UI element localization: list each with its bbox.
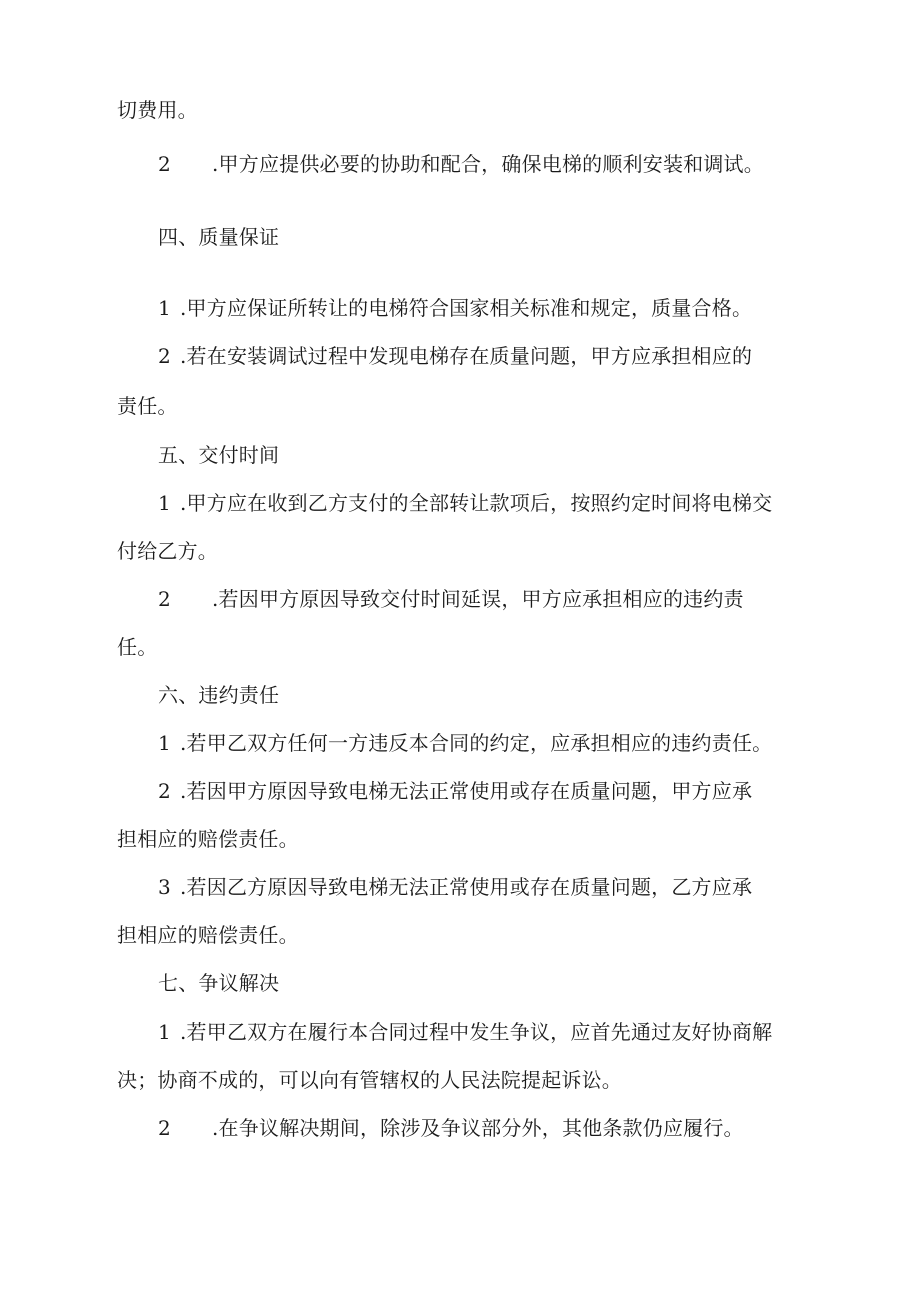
paragraph-line: 任。 (117, 635, 158, 659)
paragraph-line: 担相应的赔偿责任。 (117, 923, 299, 947)
item-number: 2 (158, 587, 171, 611)
item-number: 1 (158, 731, 171, 755)
list-item: 1 .若甲乙双方在履行本合同过程中发生争议，应首先通过友好协商解 (158, 1020, 773, 1044)
list-item: 2 .若在安装调试过程中发现电梯存在质量问题，甲方应承担相应的 (158, 344, 753, 368)
item-number: 3 (158, 875, 171, 899)
list-item: 2 .甲方应提供必要的协助和配合，确保电梯的顺利安装和调试。 (158, 152, 764, 176)
list-item: 2 .若因甲方原因导致电梯无法正常使用或存在质量问题，甲方应承 (158, 779, 753, 803)
list-item: 3 .若因乙方原因导致电梯无法正常使用或存在质量问题，乙方应承 (158, 875, 753, 899)
paragraph-line: 付给乙方。 (117, 539, 218, 563)
item-number: 2 (158, 152, 171, 176)
item-number: 2 (158, 344, 171, 368)
section-heading: 四、质量保证 (158, 225, 280, 249)
list-item: 1 .甲方应保证所转让的电梯符合国家相关标准和规定，质量合格。 (158, 296, 753, 320)
section-heading: 六、违约责任 (158, 683, 280, 707)
paragraph-line: 担相应的赔偿责任。 (117, 827, 299, 851)
list-item: 1 .甲方应在收到乙方支付的全部转让款项后，按照约定时间将电梯交 (158, 491, 773, 515)
item-number: 2 (158, 779, 171, 803)
item-number: 1 (158, 1020, 171, 1044)
paragraph-line: 切费用。 (117, 98, 198, 122)
paragraph-line: 责任。 (117, 394, 178, 418)
section-heading: 七、争议解决 (158, 971, 280, 995)
item-number: 2 (158, 1116, 171, 1140)
item-number: 1 (158, 296, 171, 320)
item-number: 1 (158, 491, 171, 515)
list-item: 2 .在争议解决期间，除涉及争议部分外，其他条款仍应履行。 (158, 1116, 744, 1140)
list-item: 2 .若因甲方原因导致交付时间延误，甲方应承担相应的违约责 (158, 587, 744, 611)
section-heading: 五、交付时间 (158, 443, 280, 467)
list-item: 1 .若甲乙双方任何一方违反本合同的约定，应承担相应的违约责任。 (158, 731, 773, 755)
paragraph-line: 决；协商不成的，可以向有管辖权的人民法院提起诉讼。 (117, 1068, 622, 1092)
